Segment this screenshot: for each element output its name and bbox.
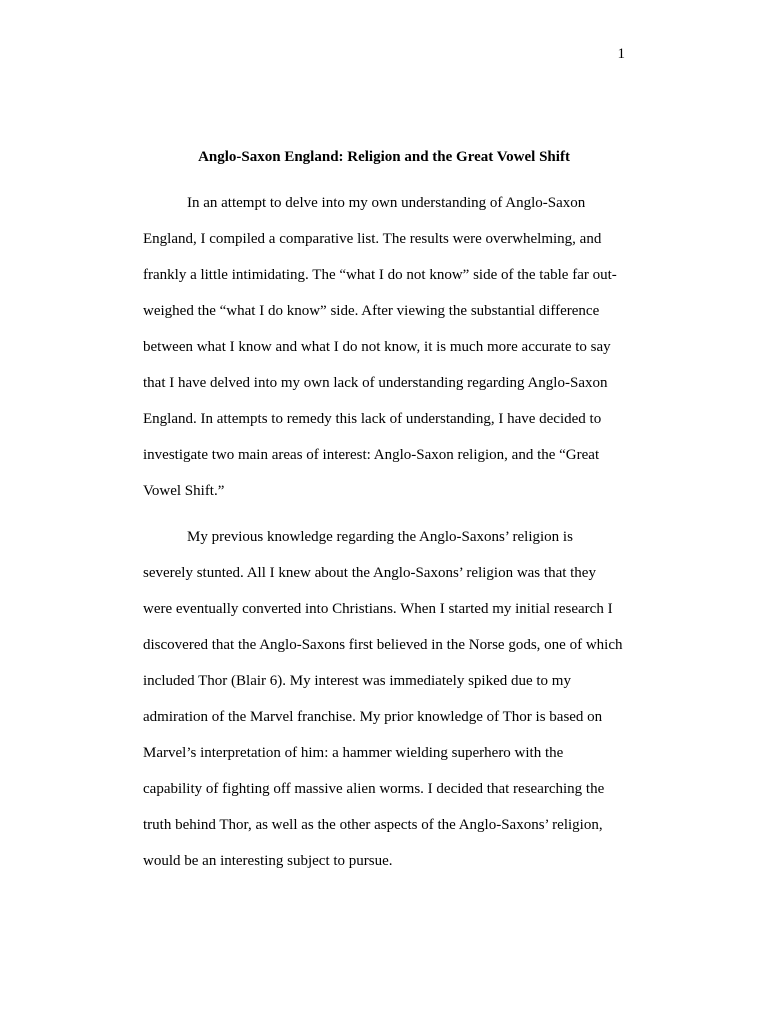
paragraph-line: admiration of the Marvel franchise. My prior knowledge of Thor is based on bbox=[143, 709, 603, 725]
paragraph-line: England. In attempts to remedy this lack of understanding, I have decided to bbox=[143, 411, 602, 427]
paragraph-line: In an attempt to delve into my own understanding of Anglo-Saxon bbox=[187, 195, 586, 211]
paragraph-line: truth behind Thor, as well as the other aspects of the Anglo-Saxons’ religion, bbox=[143, 817, 603, 833]
paragraph-line: between what I know and what I do not know, it is much more accurate to say bbox=[143, 339, 611, 355]
paragraph-line: frankly a little intimidating. The “what I do not know” side of the table far out- bbox=[143, 267, 617, 283]
paragraph-line: weighed the “what I do know” side. After viewing the substantial difference bbox=[143, 303, 600, 319]
paragraph-line: England, I compiled a comparative list. The results were overwhelming, and bbox=[143, 231, 602, 247]
paragraph-line: Marvel’s interpretation of him: a hammer wielding superhero with the bbox=[143, 745, 564, 761]
document-title: Anglo-Saxon England: Religion and the Great Vowel Shift bbox=[198, 149, 570, 165]
paragraph-line: would be an interesting subject to pursue. bbox=[143, 853, 393, 869]
paragraph-line: Vowel Shift.” bbox=[143, 483, 225, 499]
paragraph-line: investigate two main areas of interest: Anglo-Saxon religion, and the “Great bbox=[143, 447, 600, 463]
paragraph-line: included Thor (Blair 6). My interest was immediately spiked due to my bbox=[143, 673, 571, 689]
paragraph-line: capability of fighting off massive alien worms. I decided that researching the bbox=[143, 781, 605, 797]
paragraph-line: severely stunted. All I knew about the Anglo-Saxons’ religion was that they bbox=[143, 565, 596, 581]
paragraph-line: discovered that the Anglo-Saxons first believed in the Norse gods, one of which bbox=[143, 637, 623, 653]
paragraph-line: were eventually converted into Christians. When I started my initial research I bbox=[143, 601, 613, 617]
paragraph-line: My previous knowledge regarding the Anglo-Saxons’ religion is bbox=[187, 529, 573, 545]
paragraph-line: that I have delved into my own lack of understanding regarding Anglo-Saxon bbox=[143, 375, 608, 391]
page-number: 1 bbox=[617, 46, 625, 62]
